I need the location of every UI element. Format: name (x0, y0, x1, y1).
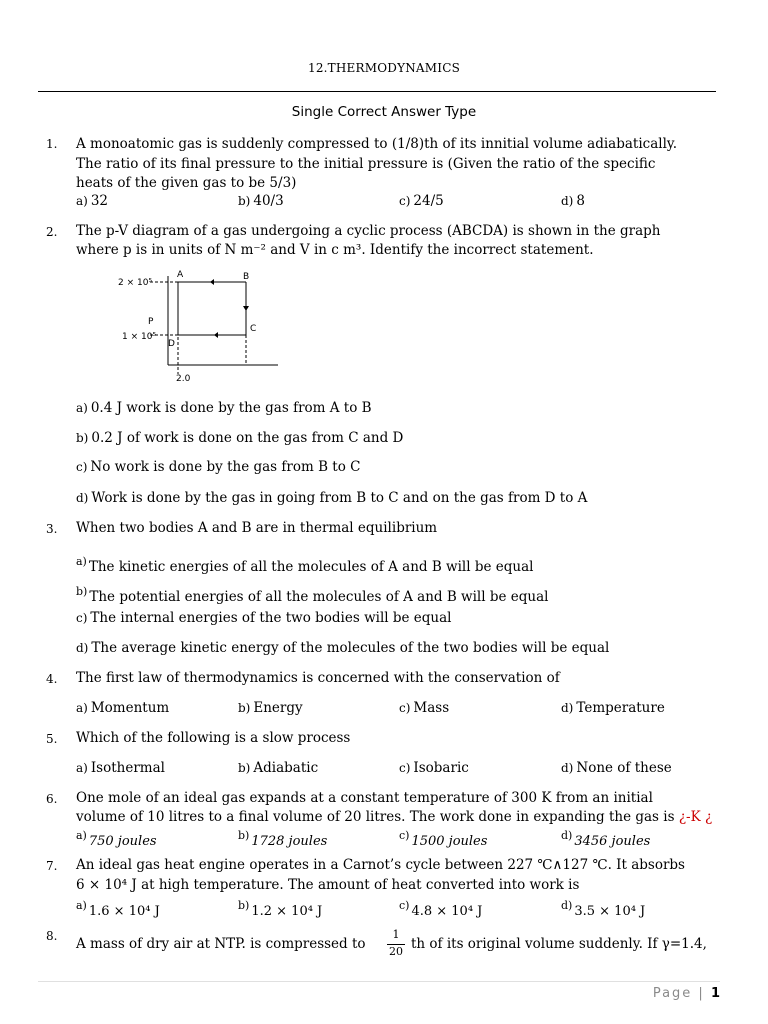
section-title: Single Correct Answer Type (291, 104, 477, 120)
option-a: a) 32 (76, 193, 109, 209)
option-d: d) Temperature (561, 700, 665, 716)
point-label-c: C (250, 324, 257, 334)
question-text-line: The p-V diagram of a gas undergoing a cyclic process (ABCDA) is shown in the graph (76, 223, 661, 239)
question-number: 8. (46, 929, 58, 943)
option-c: c) Isobaric (399, 760, 469, 776)
arrow-b-c (243, 306, 249, 311)
page-header: 12.THERMODYNAMICS (307, 61, 460, 75)
option-d: $^{d)}$ 3.5 × 10⁴ J (561, 899, 646, 919)
page-footer: Page | 1 (652, 986, 720, 1001)
option-d: d) 8 (561, 193, 585, 209)
option-b: $^{b)}$ The potential energies of all the molecules of A and B will be equal (76, 585, 549, 605)
option-c: c) No work is done by the gas from B to C (76, 459, 361, 475)
option-b: b) Energy (238, 700, 303, 716)
arrow-c-d (214, 332, 218, 338)
option-b: $^{b)}$ 1.2 × 10⁴ J (238, 899, 323, 919)
point-label-b: B (243, 272, 250, 282)
question-number: 7. (46, 859, 58, 873)
option-d: d) The average kinetic energy of the molecules of the two bodies will be equal (76, 640, 610, 656)
question-text-line: The first law of thermodynamics is concerned with the conservation of (76, 670, 560, 686)
question-text-line: 6 × 10⁴ J at high temperature. The amount of heat converted into work is (76, 877, 580, 893)
question-text-line: An ideal gas heat engine operates in a Carnot’s cycle between 227 ℃∧127 ℃. It absorbs (76, 857, 685, 873)
arrow-a-b (210, 279, 214, 285)
y-axis-label: P (148, 317, 154, 327)
option-b: b) Adiabatic (238, 760, 319, 776)
question-number: 4. (46, 672, 58, 686)
option-d: d) None of these (561, 760, 672, 776)
option-b: b) 40/3 (238, 193, 284, 209)
option-a: a) Momentum (76, 700, 170, 716)
question-number: 5. (46, 732, 58, 746)
option-b: b) 0.2 J of work is done on the gas from C and D (76, 430, 404, 446)
option-c: c) Mass (399, 700, 450, 716)
question-text-line: When two bodies A and B are in thermal equilibrium (76, 520, 438, 536)
question-text-line: A monoatomic gas is suddenly compressed to (1/8)th of its innitial volume adiabatically. (76, 136, 678, 152)
question-number: 3. (46, 522, 58, 536)
option-c: $^{c)}$ 1500 joules (399, 829, 488, 849)
option-d: $^{d)}$ 3456 joules (561, 829, 651, 849)
option-a: $^{a)}$ 1.6 × 10⁴ J (76, 899, 160, 919)
option-a: a) 0.4 J work is done by the gas from A to B (76, 400, 372, 416)
point-label-d: D (168, 339, 175, 349)
fraction-denominator: 20 (389, 945, 403, 958)
option-a: a) Isothermal (76, 760, 165, 776)
question-text-line: th of its original volume suddenly. If γ=1.4, (411, 936, 707, 952)
option-d: d) Work is done by the gas in going from B to C and on the gas from D to A (76, 490, 588, 506)
question-text-line: The ratio of its final pressure to the initial pressure is (Given the ratio of the specific (76, 156, 656, 172)
question-text-line: where p is in units of N m⁻² and V in c m³. Identify the incorrect statement. (76, 242, 594, 258)
footer-divider (38, 981, 720, 982)
option-a: $^{a)}$ 750 joules (76, 829, 157, 849)
question-text-line: Which of the following is a slow process (76, 730, 351, 746)
option-a: $^{a)}$ The kinetic energies of all the molecules of A and B will be equal (76, 555, 534, 575)
option-c: c) The internal energies of the two bodies will be equal (76, 610, 452, 626)
y-low-tick: 1 × 10⁵ (122, 332, 157, 342)
question-text-line: A mass of dry air at NTP. is compressed to (76, 936, 366, 952)
header-divider (38, 91, 716, 92)
question-text-line: heats of the given gas to be 5/3) (76, 175, 297, 191)
point-label-a: A (177, 270, 184, 280)
option-b: $^{b)}$ 1728 joules (238, 829, 328, 849)
x-tick: 2.0 (176, 374, 191, 384)
question-text-line: One mole of an ideal gas expands at a constant temperature of 300 K from an initial (76, 790, 653, 806)
fraction-numerator: 1 (392, 928, 400, 941)
broken-glyph: ¿-K ¿ (678, 809, 713, 825)
y-high-tick: 2 × 10⁵ (118, 278, 153, 288)
question-number: 6. (46, 792, 58, 806)
option-c: c) 24/5 (399, 193, 444, 209)
question-text-line: volume of 10 litres to a final volume of 20 litres. The work done in expanding the gas is ¿-K ¿ (76, 809, 713, 825)
question-number: 1. (46, 137, 58, 151)
question-number: 2. (46, 225, 58, 239)
option-c: $^{c)}$ 4.8 × 10⁴ J (399, 899, 483, 919)
pv-diagram (110, 266, 290, 386)
